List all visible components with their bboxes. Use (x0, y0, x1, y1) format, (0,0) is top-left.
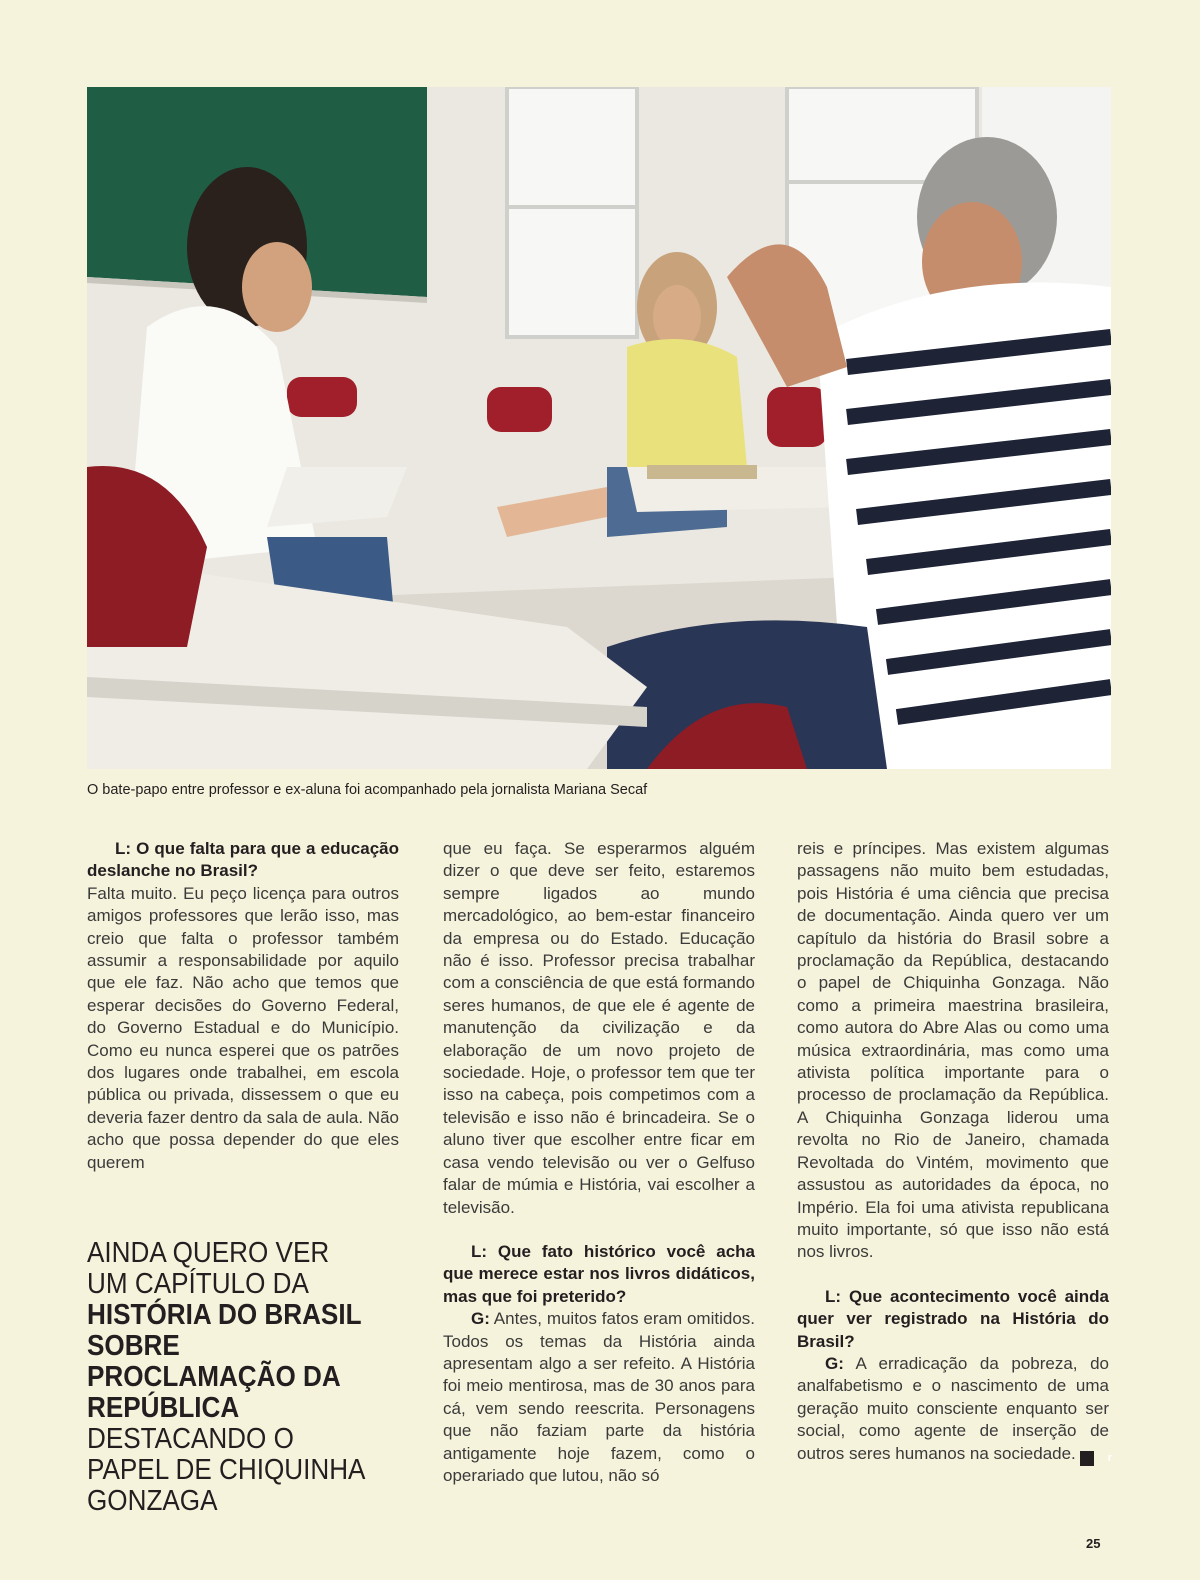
photo-illustration (87, 87, 1111, 769)
answer-2-text: Antes, muitos fatos eram omitidos. Todos os temas da História ainda apresentam algo a ser refeito. A História foi meio mentirosa, mas de 30 anos para cá, vem sendo reescrita. Personagens que não faziam parte da história antigamente hoje fazem, como o operariado que lutou, não só (443, 1309, 755, 1485)
article-column-3 (797, 838, 1113, 1466)
answer-1-continued: que eu faça. Se esperarmos alguém dizer o que deve ser feito, estaremos sempre ligados ao mundo mercadológico, ao bem-estar financeiro da empresa ou do Estado. Educação não é isso. Professor precisa trabalhar com a consciência de que está formando seres humanos, de que ele é agente de manutenção da civilização e da elaboração de um novo projeto de sociedade. Hoje, o professor tem que ter isso na cabeça, pois competimos com a televisão e isso não é brincadeira. Se o aluno tiver que escolher entre ficar em casa vendo televisão ou ver o Gelfuso falar de múmia e História, vai escolher a televisão. (443, 839, 755, 1217)
page-number: 25 (1086, 1536, 1101, 1551)
question-2: L: Que fato histórico você acha que merece estar nos livros didáticos, mas que foi preterido? (443, 1241, 755, 1306)
article-column-2 (443, 838, 755, 1487)
answer-2 (443, 1308, 755, 1487)
classroom-photo (87, 87, 1111, 769)
pull-quote (87, 1238, 375, 1517)
answer-3-text: A erradicação da pobreza, do analfabetismo e o nascimento de uma geração muito consciente enquanto ser social, como agente de inserção de outros seres humanos na sociedade. (797, 1353, 1109, 1463)
speaker-label: G: (471, 1309, 490, 1329)
question-3: L: Que acontecimento você ainda quer ver registrado na História do Brasil? (797, 1286, 1109, 1351)
answer-3 (797, 1353, 1113, 1466)
end-of-article-icon: r (1080, 1451, 1094, 1466)
answer-1: Falta muito. Eu peço licença para outros amigos professores que lerão isso, mas creio que falta o professor também assumir a responsabilidade por aquilo que ele faz. Não acho que temos que esperar decisões do Governo Federal, do Governo Estadual e do Município. Como eu nunca esperei que os patrões dos lugares onde trabalhei, em escola pública ou privada, dissessem o que eu deveria fazer dentro da sala de aula. Não acho que possa depender do que eles querem (87, 883, 399, 1172)
photo-caption: O bate-papo entre professor e ex-aluna foi acompanhado pela jornalista Mariana Secaf (87, 782, 648, 798)
pull-quote-bold: HISTÓRIA DO BRASIL SOBRE PROCLAMAÇÃO DA REPÚBLICA (87, 1299, 362, 1424)
pull-quote-part-2: DESTACANDO O PAPEL DE CHIQUINHA GONZAGA (87, 1423, 365, 1517)
answer-2-continued: reis e príncipes. Mas existem algumas passagens não muito bem estudadas, pois História é uma ciência que precisa de documentação. Ainda quero ver um capítulo da história do Brasil sobre a proclamação da República, destacando o papel de Chiquinha Gonzaga. Não como a primeira maestrina brasileira, como autora do Abre Alas ou como uma música extraordinária, mas como uma ativista política importante para o processo de proclamação da República. A Chiquinha Gonzaga liderou uma revolta no Rio de Janeiro, chamada Revoltada do Vintém, movimento que assustou as autoridades da época, no Império. Ela foi uma ativista republicana muito importante, só que isso não está nos livros. (797, 839, 1109, 1262)
speaker-label: G: (825, 1353, 844, 1373)
pull-quote-part-1: AINDA QUERO VER UM CAPÍTULO DA (87, 1237, 330, 1300)
question-1: L: O que falta para que a educação deslanche no Brasil? (87, 839, 399, 881)
article-column-1 (87, 838, 399, 1174)
